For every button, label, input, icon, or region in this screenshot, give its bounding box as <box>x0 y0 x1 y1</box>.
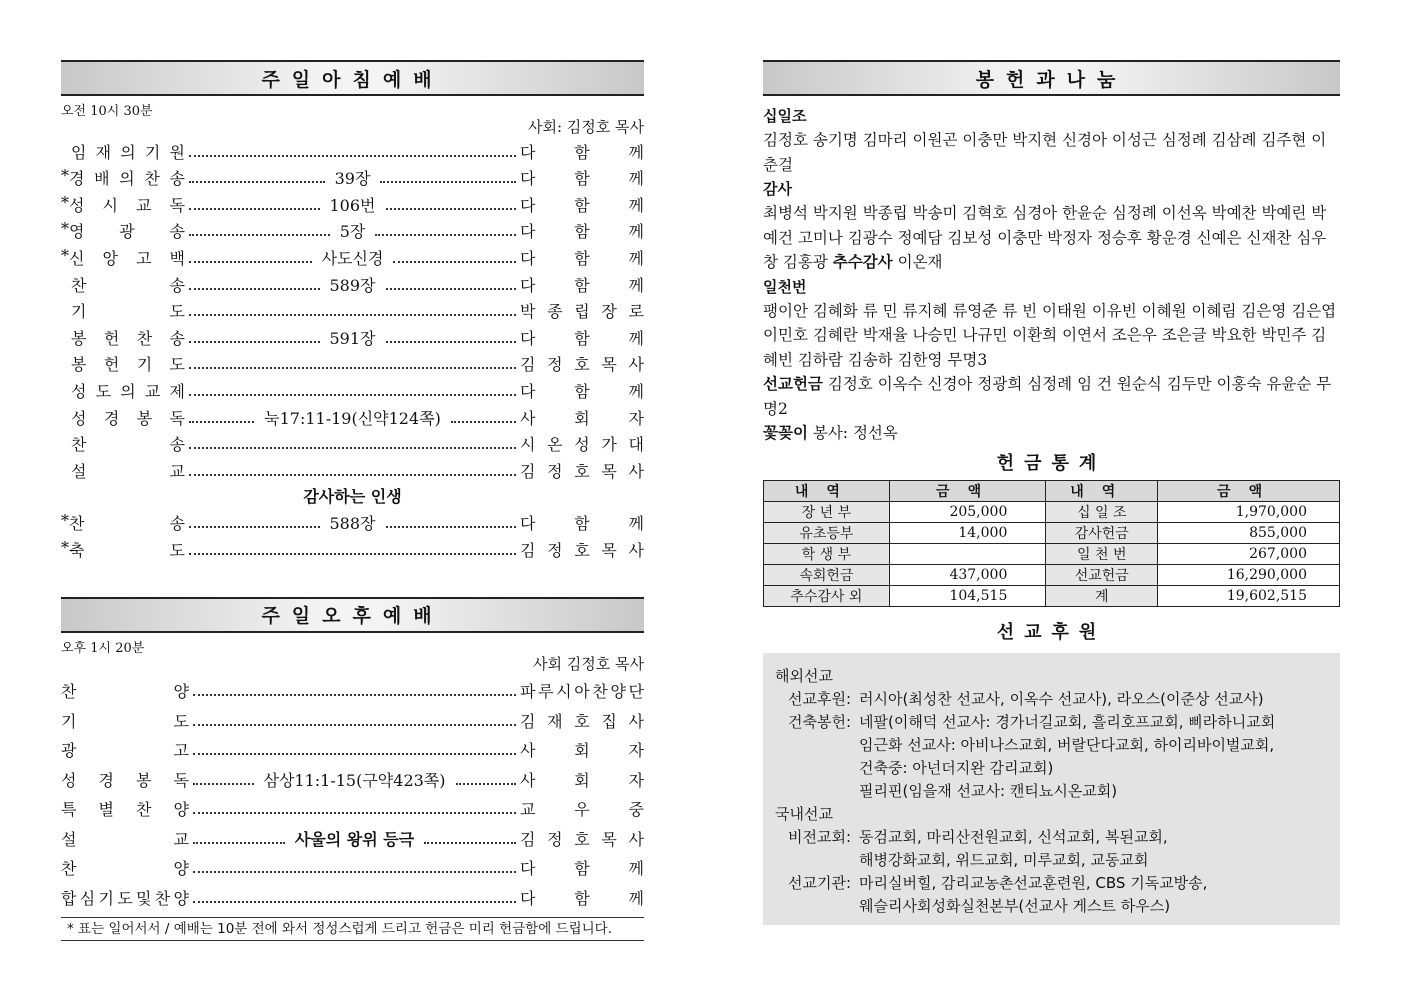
order-person: 시 온 성 가 대 <box>520 435 644 455</box>
stats-header: 금액 <box>1158 480 1340 501</box>
order-person: 다 함 께 <box>520 195 644 215</box>
stats-amount: 855,000 <box>1158 522 1340 543</box>
order-row <box>61 136 644 163</box>
order-row <box>61 189 644 216</box>
order-row <box>61 879 644 909</box>
order-label: 성 도 의 교 제 <box>71 381 185 401</box>
order-label: 찬 송 <box>69 514 185 534</box>
mission-text: 웨슬리사회성화실천본부(선교사 게스트 하우스) <box>859 896 1171 915</box>
order-person: 다 함 께 <box>520 859 644 879</box>
order-row <box>61 791 644 821</box>
order-label: 봉 헌 기 도 <box>71 355 185 375</box>
afternoon-service-host: 사회 김정호 목사 <box>533 654 644 673</box>
afternoon-service-time: 오후 1시 20분 <box>61 640 145 656</box>
stats-item: 속회헌금 <box>764 564 890 585</box>
order-label: 경 배 의 찬 송 <box>69 169 185 189</box>
order-row <box>61 508 644 535</box>
stats-item: 감사헌금 <box>1046 522 1158 543</box>
sermon-title: 감사하는 인생 <box>303 486 402 506</box>
standing-mark: * <box>61 166 69 186</box>
stats-amount <box>889 543 1046 564</box>
stats-amount: 14,000 <box>889 522 1046 543</box>
order-detail: 삼상11:1-15(구약423쪽) <box>263 770 446 790</box>
stats-item: 선교헌금 <box>1046 564 1158 585</box>
leader-dots <box>189 180 325 183</box>
mission-label: 선교기관: <box>787 873 851 892</box>
order-person: 다 함 께 <box>520 248 645 268</box>
mission-label-spacer <box>775 895 859 918</box>
tithe-names: 김정호 송기명 김마리 이원곤 이충만 박지현 신경아 이성근 심정례 김삼례 김주현 이춘걸 <box>763 131 1327 174</box>
order-person: 사 회 자 <box>520 770 644 790</box>
thanks-names: 최병석 박지원 박종립 박송미 김혁호 심경아 한윤순 심정례 이선옥 박예찬 박예린 박예건 고미나 김광수 정예담 김보성 이충만 박정자 정승후 황운경 신예은 신재찬 심우창 김홍광 <box>763 204 1327 271</box>
order-person: 다 함 께 <box>520 381 644 401</box>
order-label: 신 앙 고 백 <box>69 248 185 268</box>
order-person: 김 정 호 목 사 <box>520 355 644 375</box>
domestic-list <box>775 826 1330 918</box>
left-column <box>61 60 644 941</box>
standing-mark: * <box>61 511 69 531</box>
stats-amount: 205,000 <box>889 501 1046 522</box>
stats-amount: 267,000 <box>1158 543 1340 564</box>
mission-offering-heading: 선교헌금 <box>763 375 823 393</box>
mission-label: 선교후원: <box>787 689 851 708</box>
order-row <box>61 702 644 732</box>
stats-item: 유초등부 <box>764 522 890 543</box>
stats-item: 장 년 부 <box>764 501 890 522</box>
order-label: 찬 송 <box>71 275 185 295</box>
order-label: 찬 송 <box>71 435 185 455</box>
table-row <box>764 564 1340 585</box>
mission-text: 필리핀(임을재 선교사: 캔티뇨시온교회) <box>859 781 1118 800</box>
leader-dots <box>189 313 516 316</box>
order-row <box>61 163 644 190</box>
order-row <box>61 429 644 456</box>
order-row <box>61 375 644 402</box>
order-label: 설 교 <box>61 829 189 849</box>
order-person: 김 재 호 집 사 <box>520 711 644 731</box>
morning-service-time: 오전 10시 30분 <box>61 104 153 119</box>
thanks-heading: 감사 <box>763 180 792 198</box>
mission-row <box>775 849 1330 872</box>
mission-text: 임근화 선교사: 아비나스교회, 버랄단다교회, 하이리바이벌교회, <box>859 735 1275 754</box>
order-person: 다 함 께 <box>520 169 645 189</box>
order-person: 다 함 께 <box>520 328 644 348</box>
order-row <box>61 455 644 482</box>
order-row <box>61 322 644 349</box>
stats-amount: 1,970,000 <box>1158 501 1340 522</box>
order-detail: 106번 <box>329 195 376 215</box>
order-label: 봉 헌 찬 송 <box>71 328 185 348</box>
mission-row <box>775 734 1330 757</box>
mission-row <box>775 757 1330 780</box>
order-label: 찬 양 <box>61 682 189 702</box>
stats-item: 학 생 부 <box>764 543 890 564</box>
leader-dots <box>189 420 254 423</box>
tithe-heading: 십일조 <box>763 107 807 125</box>
overseas-heading: 해외선교 <box>775 666 833 685</box>
harvest-heading: 추수감사 <box>832 253 893 271</box>
leader-dots <box>193 782 254 785</box>
order-row <box>61 850 644 880</box>
order-row <box>61 242 644 269</box>
standing-mark: * <box>61 245 69 265</box>
leader-dots <box>193 693 516 696</box>
flower-names: 봉사: 정선옥 <box>812 424 898 442</box>
stats-amount: 437,000 <box>889 564 1046 585</box>
morning-order-list <box>61 136 644 482</box>
leader-dots <box>375 233 516 236</box>
mission-text: 러시아(최성찬 선교사, 이옥수 선교사), 라오스(이준상 선교사) <box>859 689 1264 708</box>
leader-dots <box>386 207 517 210</box>
mission-label: 건축봉헌: <box>787 712 851 731</box>
leader-dots <box>393 260 516 263</box>
leader-dots <box>193 900 516 903</box>
order-label: 합 심 기 도 및 찬 양 <box>61 888 189 908</box>
order-row <box>61 296 644 323</box>
morning-order-list-closing <box>61 508 644 561</box>
leader-dots <box>189 233 330 236</box>
overseas-list <box>775 688 1330 803</box>
order-label: 기 도 <box>61 711 189 731</box>
leader-dots <box>189 207 320 210</box>
footer-note: * 표는 일어서서 / 예배는 10분 전에 와서 정성스럽게 드리고 헌금은 미리 헌금함에 드립니다. <box>61 917 644 941</box>
order-detail: 사울의 왕위 등극 <box>294 829 415 849</box>
mission-row <box>775 780 1330 803</box>
mission-text: 네팔(이해덕 선교사: 경가너길교회, 흘리호프교회, 삐라하니교회 <box>859 712 1276 731</box>
leader-dots <box>456 782 517 785</box>
stats-header: 내역 <box>764 480 890 501</box>
order-detail: 5장 <box>339 222 366 242</box>
mission-label-spacer <box>775 780 859 803</box>
standing-mark: * <box>61 537 69 557</box>
order-detail: 눅17:11-19(신약124쪽) <box>264 408 441 428</box>
table-row <box>764 585 1340 606</box>
order-label: 찬 양 <box>61 859 189 879</box>
missions-title: 선교후원 <box>996 621 1107 643</box>
order-label: 임 재 의 기 원 <box>71 142 185 162</box>
order-person: 다 함 께 <box>520 222 645 242</box>
thousand-names: 팽이안 김혜화 류 민 류지혜 류영준 류 빈 이태원 이유빈 이혜원 이혜림 김은영 김은엽 이민호 김혜란 박재율 나승민 나규민 이환희 이연서 조은우 조은글 박요한 박민주 김혜빈 김하람 김송하 김한영 무명3 <box>763 301 1337 369</box>
leader-dots <box>189 525 320 528</box>
leader-dots <box>189 366 516 369</box>
order-label: 성 경 봉 독 <box>61 770 189 790</box>
leader-dots <box>193 723 516 726</box>
stats-amount: 16,290,000 <box>1158 564 1340 585</box>
harvest-names: 이온재 <box>897 253 943 271</box>
morning-service-title: 주일아침예배 <box>61 60 644 96</box>
missions-box <box>763 653 1340 925</box>
order-person: 사 회 자 <box>520 408 645 428</box>
order-row <box>61 673 644 703</box>
order-row <box>61 732 644 762</box>
stats-header: 내역 <box>1046 480 1158 501</box>
mission-label: 비전교회: <box>787 827 851 846</box>
order-person: 김 정 호 목 사 <box>520 461 644 481</box>
order-detail: 589장 <box>329 275 376 295</box>
leader-dots <box>189 446 516 449</box>
stats-item: 십 일 조 <box>1046 501 1158 522</box>
order-person: 김 정 호 목 사 <box>520 829 644 849</box>
table-row <box>764 543 1340 564</box>
mission-label-spacer <box>775 734 859 757</box>
leader-dots <box>386 287 517 290</box>
order-person: 다 함 께 <box>520 514 644 534</box>
order-detail: 591장 <box>329 328 376 348</box>
afternoon-service-title: 주일오후예배 <box>61 597 644 633</box>
domestic-heading: 국내선교 <box>775 804 833 823</box>
table-row <box>764 501 1340 522</box>
mission-row <box>775 711 1330 734</box>
mission-offering-names: 김정호 이옥수 신경아 정광희 심정례 임 건 원순식 김두만 이홍숙 유윤순 무명2 <box>763 375 1332 418</box>
thanks-names-block <box>763 201 1340 275</box>
stats-item: 계 <box>1046 585 1158 606</box>
order-row <box>61 402 644 429</box>
order-detail: 39장 <box>334 169 371 189</box>
morning-service-host: 사회: 김정호 목사 <box>527 118 644 136</box>
leader-dots <box>193 752 516 755</box>
offering-stats-table <box>763 480 1340 607</box>
leader-dots <box>193 841 285 844</box>
order-label: 성 시 교 독 <box>69 195 185 215</box>
order-label: 특 별 찬 양 <box>61 800 189 820</box>
order-label: 광 고 <box>61 741 189 761</box>
order-label: 기 도 <box>71 302 185 322</box>
stats-header: 금액 <box>889 480 1046 501</box>
offering-title: 봉헌과나눔 <box>763 60 1340 96</box>
order-row <box>61 269 644 296</box>
mission-row <box>775 895 1330 918</box>
right-column <box>763 60 1340 925</box>
order-person: 다 함 께 <box>520 142 644 162</box>
leader-dots <box>189 154 516 157</box>
table-row <box>764 522 1340 543</box>
leader-dots <box>193 870 516 873</box>
leader-dots <box>189 473 516 476</box>
mission-label-spacer <box>775 757 859 780</box>
order-label: 축 도 <box>69 540 185 560</box>
order-label: 영 광 송 <box>69 222 185 242</box>
mission-row <box>775 826 1330 849</box>
leader-dots <box>189 287 320 290</box>
mission-text: 마리실버힐, 감리교농촌선교훈련원, CBS 기독교방송, <box>859 873 1208 892</box>
order-row <box>61 349 644 376</box>
leader-dots <box>189 393 516 396</box>
order-person: 다 함 께 <box>520 888 644 908</box>
order-person: 파 루 시 아 찬 양 단 <box>520 682 644 702</box>
afternoon-order-list <box>61 673 644 909</box>
stats-item: 추수감사 외 <box>764 585 890 606</box>
order-detail: 사도신경 <box>321 248 384 268</box>
mission-label-spacer <box>775 849 859 872</box>
mission-text: 동검교회, 마리산전원교회, 신석교회, 복된교회, <box>859 827 1168 846</box>
order-row <box>61 216 644 243</box>
order-person: 박 종 립 장 로 <box>520 302 644 322</box>
order-detail: 588장 <box>329 514 376 534</box>
order-row <box>61 534 644 561</box>
leader-dots <box>424 841 516 844</box>
mission-row <box>775 872 1330 895</box>
order-label: 성 경 봉 독 <box>71 408 185 428</box>
flower-heading: 꽃꽂이 <box>763 424 808 442</box>
mission-text: 건축중: 아넌더지완 감리교회) <box>859 758 1054 777</box>
stats-item: 일 천 번 <box>1046 543 1158 564</box>
mission-text: 해병강화교회, 위드교회, 미루교회, 교동교회 <box>859 850 1149 869</box>
leader-dots <box>386 525 517 528</box>
standing-mark: * <box>61 219 69 239</box>
order-person: 교 우 중 <box>520 800 644 820</box>
order-person: 사 회 자 <box>520 741 644 761</box>
order-row <box>61 820 644 850</box>
mission-row <box>775 688 1330 711</box>
leader-dots <box>189 260 312 263</box>
leader-dots <box>193 811 516 814</box>
stats-title: 헌금통계 <box>996 452 1107 474</box>
order-person: 다 함 께 <box>520 275 644 295</box>
leader-dots <box>380 180 516 183</box>
order-person: 김 정 호 목 사 <box>520 540 644 560</box>
leader-dots <box>189 340 320 343</box>
order-label: 설 교 <box>71 461 185 481</box>
mission-offering-block <box>763 372 1340 421</box>
flower-block <box>763 421 1340 446</box>
leader-dots <box>451 420 516 423</box>
leader-dots <box>386 340 517 343</box>
standing-mark: * <box>61 192 69 212</box>
stats-amount: 104,515 <box>889 585 1046 606</box>
order-row <box>61 761 644 791</box>
stats-amount: 19,602,515 <box>1158 585 1340 606</box>
leader-dots <box>189 552 516 555</box>
thousand-heading: 일천번 <box>763 277 807 296</box>
